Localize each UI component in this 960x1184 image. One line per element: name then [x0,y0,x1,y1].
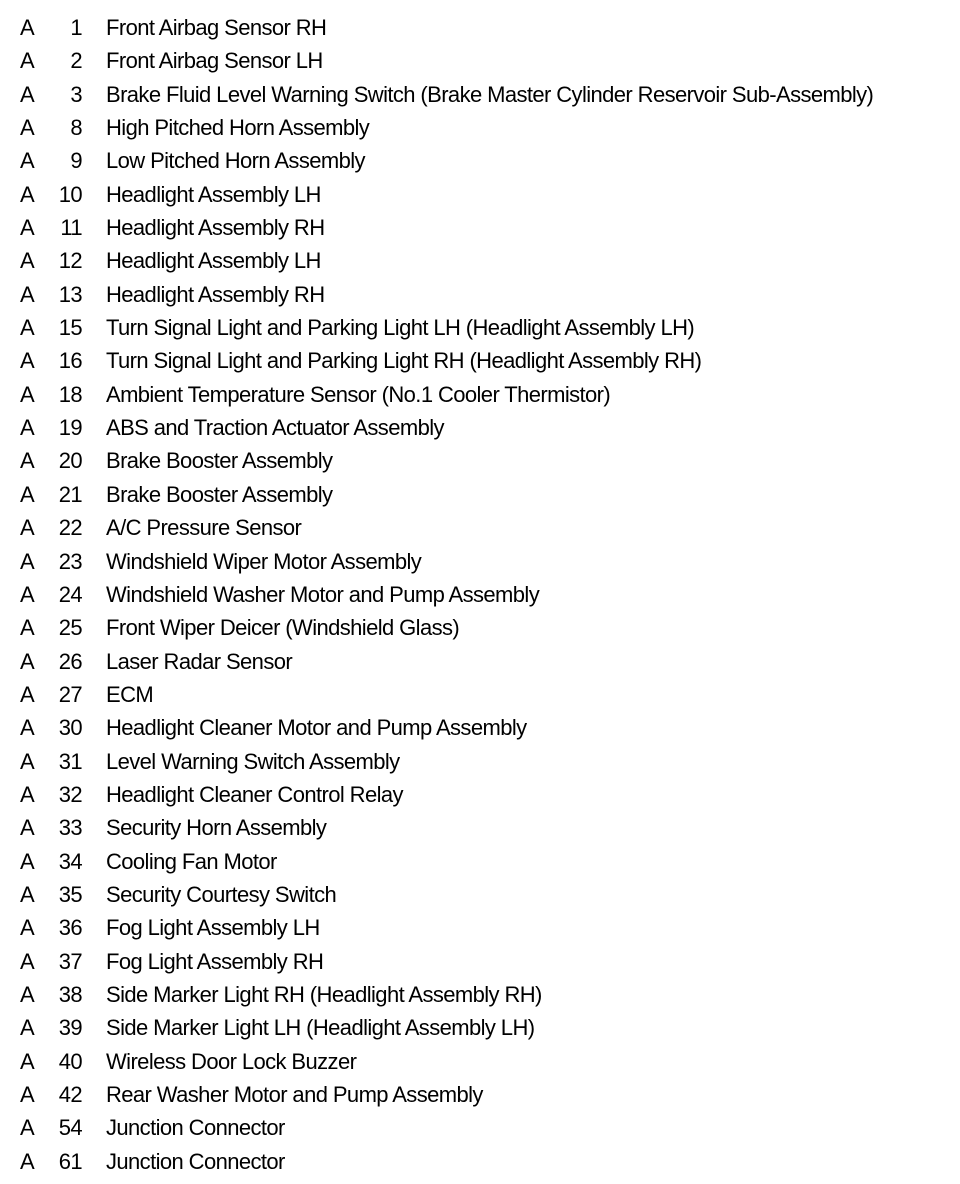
list-item [0,444,960,477]
list-item [0,911,960,944]
connector-code: A [20,1082,35,1107]
connector-description: Windshield Washer Motor and Pump Assembly [106,581,540,607]
connector-description: Turn Signal Light and Parking Light LH (Headlight Assembly LH) [106,315,695,341]
connector-number: 34 [58,848,82,874]
connector-code: A [20,1148,35,1174]
connector-list [0,11,960,1178]
connector-description: Low Pitched Horn Assembly [106,148,365,174]
list-item [0,1111,960,1144]
connector-number: 31 [58,748,82,774]
connector-number: 54 [58,1115,82,1141]
connector-code: A [20,748,35,774]
connector-number: 3 [70,81,82,107]
connector-number: 19 [58,415,82,441]
connector-description: Headlight Cleaner Control Relay [106,781,403,807]
connector-number: 20 [58,448,82,474]
connector-description: Headlight Assembly LH [106,181,321,207]
connector-code: A [20,15,35,40]
list-item [0,44,960,77]
list-item [0,678,960,711]
connector-description: Front Airbag Sensor RH [106,15,327,40]
connector-code: A [20,681,35,707]
connector-code: A [20,115,35,141]
connector-description: Wireless Door Lock Buzzer [106,1048,357,1074]
connector-code: A [20,615,35,641]
connector-description: Brake Booster Assembly [106,481,333,507]
connector-number: 33 [58,815,82,841]
connector-code: A [20,1015,35,1041]
connector-number: 9 [70,148,82,174]
connector-description: Level Warning Switch Assembly [106,748,400,774]
connector-number: 61 [58,1148,82,1174]
connector-code: A [20,181,35,207]
connector-code: A [20,381,35,407]
connector-description: Rear Washer Motor and Pump Assembly [106,1082,483,1107]
connector-description: Headlight Assembly RH [106,215,325,241]
list-item [0,1045,960,1078]
connector-description: Security Horn Assembly [106,815,327,841]
connector-number: 18 [58,381,82,407]
connector-code: A [20,948,35,974]
connector-code: A [20,448,35,474]
connector-code: A [20,81,35,107]
connector-number: 24 [58,581,82,607]
connector-description: Brake Booster Assembly [106,448,333,474]
connector-code: A [20,48,35,74]
connector-number: 35 [58,881,82,907]
list-item [0,278,960,311]
connector-number: 30 [58,715,82,741]
connector-code: A [20,248,35,274]
connector-number: 21 [58,481,82,507]
connector-description: Turn Signal Light and Parking Light RH (Headlight Assembly RH) [106,348,702,374]
connector-number: 32 [58,781,82,807]
connector-description: Headlight Assembly RH [106,281,325,307]
list-item [0,645,960,678]
connector-description: Ambient Temperature Sensor (No.1 Cooler Thermistor) [106,381,611,407]
connector-description: ABS and Traction Actuator Assembly [106,415,444,441]
connector-code: A [20,281,35,307]
connector-code: A [20,715,35,741]
connector-number: 8 [70,115,82,141]
connector-code: A [20,581,35,607]
connector-description: Junction Connector [106,1148,285,1174]
connector-code: A [20,515,35,541]
connector-code: A [20,915,35,941]
connector-code: A [20,1048,35,1074]
list-item [0,11,960,44]
connector-number: 16 [58,348,82,374]
connector-code: A [20,981,35,1007]
connector-description: Fog Light Assembly RH [106,948,324,974]
connector-number: 36 [58,915,82,941]
list-item [0,845,960,878]
connector-description: High Pitched Horn Assembly [106,115,370,141]
connector-code: A [20,148,35,174]
connector-number: 25 [58,615,82,641]
connector-number: 40 [58,1048,82,1074]
connector-code: A [20,781,35,807]
connector-number: 39 [58,1015,82,1041]
connector-code: A [20,415,35,441]
connector-code: A [20,848,35,874]
connector-number: 26 [58,648,82,674]
connector-number: 10 [58,181,82,207]
list-item [0,178,960,211]
list-item [0,111,960,144]
connector-number: 15 [58,315,82,341]
list-item [0,611,960,644]
connector-number: 42 [58,1082,82,1107]
connector-number: 23 [58,548,82,574]
list-item [0,1078,960,1111]
list-item [0,811,960,844]
connector-description: Front Wiper Deicer (Windshield Glass) [106,615,460,641]
connector-description: Junction Connector [106,1115,285,1141]
list-item [0,1145,960,1178]
connector-description: A/C Pressure Sensor [106,515,302,541]
connector-number: 12 [58,248,82,274]
connector-description: Security Courtesy Switch [106,881,337,907]
connector-description: Brake Fluid Level Warning Switch (Brake Master Cylinder Reservoir Sub-Assembly) [106,81,874,107]
connector-number: 38 [58,981,82,1007]
connector-description: Windshield Wiper Motor Assembly [106,548,422,574]
connector-description: Headlight Cleaner Motor and Pump Assembly [106,715,527,741]
connector-code: A [20,548,35,574]
list-item [0,78,960,111]
connector-number: 27 [58,681,82,707]
connector-number: 13 [58,281,82,307]
connector-description: Cooling Fan Motor [106,848,277,874]
connector-number: 37 [58,948,82,974]
connector-code: A [20,648,35,674]
connector-code: A [20,815,35,841]
connector-number: 1 [70,15,82,40]
list-item [0,478,960,511]
list-item [0,711,960,744]
connector-description: Side Marker Light RH (Headlight Assembly RH) [106,981,542,1007]
list-item [0,378,960,411]
list-item [0,978,960,1011]
connector-code: A [20,215,35,241]
list-item [0,411,960,444]
connector-description: Front Airbag Sensor LH [106,48,323,74]
connector-description: Headlight Assembly LH [106,248,321,274]
connector-code: A [20,315,35,341]
connector-number: 11 [60,215,82,241]
list-item [0,878,960,911]
list-item [0,945,960,978]
connector-code: A [20,348,35,374]
connector-description: Side Marker Light LH (Headlight Assembly LH) [106,1015,535,1041]
list-item [0,578,960,611]
list-item [0,344,960,377]
connector-number: 22 [58,515,82,541]
connector-code: A [20,881,35,907]
list-item [0,244,960,277]
connector-description: Laser Radar Sensor [106,648,293,674]
list-item [0,144,960,177]
connector-code: A [20,481,35,507]
list-item [0,311,960,344]
connector-description: Fog Light Assembly LH [106,915,320,941]
list-item [0,211,960,244]
list-item [0,745,960,778]
list-item [0,511,960,544]
list-item [0,778,960,811]
connector-code: A [20,1115,35,1141]
list-item [0,545,960,578]
connector-description: ECM [106,681,154,707]
list-item [0,1011,960,1044]
connector-number: 2 [70,48,82,74]
